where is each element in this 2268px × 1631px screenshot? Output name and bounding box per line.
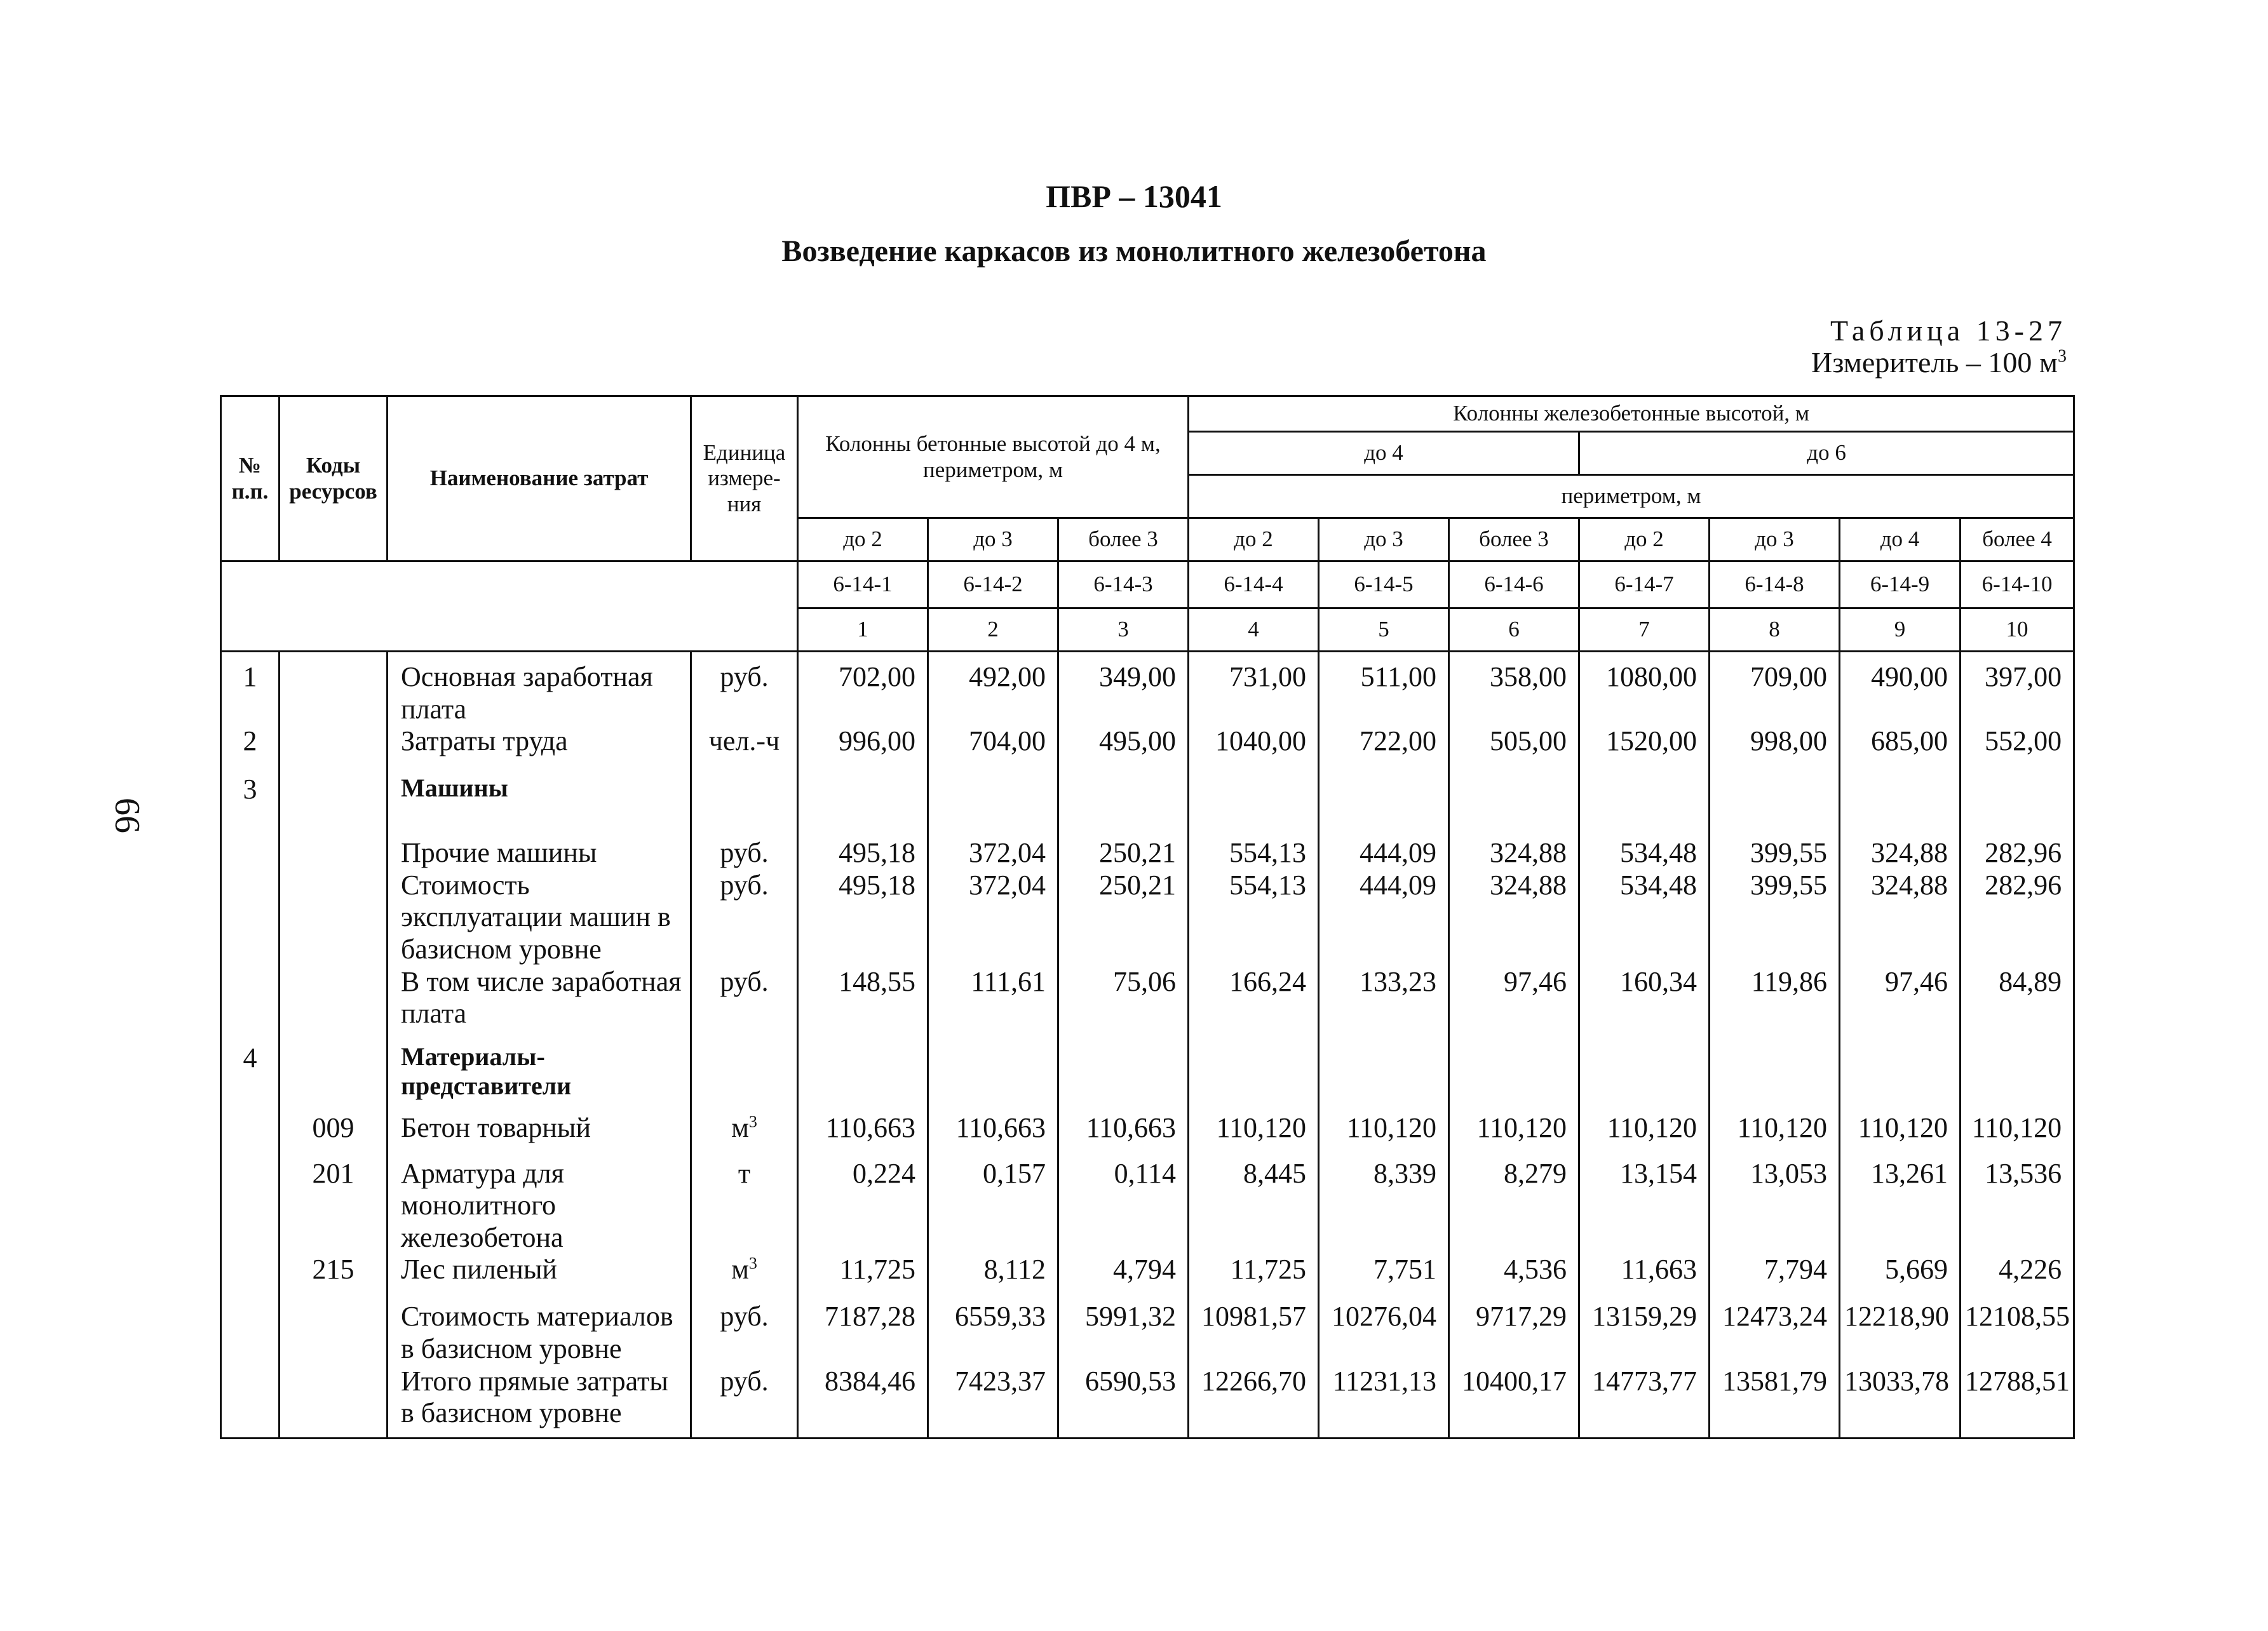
value-cell: [1961, 1042, 2074, 1112]
table-label: Таблица 13-27: [1830, 314, 2067, 347]
row-number: [221, 1366, 280, 1439]
value-cell: 13,053: [1710, 1158, 1840, 1254]
row-number: 3: [221, 774, 280, 837]
unit-exponent: 3: [748, 1111, 757, 1131]
table-row: [221, 1158, 2074, 1254]
table-row: [221, 725, 2074, 774]
cost-name: Основная заработная плата: [388, 652, 691, 726]
cost-name: Стоимость эксплуатации машин в базисном уровне: [388, 869, 691, 966]
value-cell: 250,21: [1058, 837, 1189, 869]
table-row: [221, 1301, 2074, 1365]
table-row: [221, 1366, 2074, 1439]
value-cell: 110,663: [928, 1112, 1058, 1158]
header-perimeter-value: до 3: [1319, 518, 1449, 561]
header-perimeter-value: до 2: [1189, 518, 1319, 561]
value-cell: 148,55: [798, 966, 928, 1042]
value-cell: 490,00: [1840, 652, 1961, 726]
row-number: [221, 837, 280, 869]
value-cell: 7,794: [1710, 1254, 1840, 1301]
value-cell: 534,48: [1579, 869, 1710, 966]
value-cell: 399,55: [1710, 837, 1840, 869]
cost-name: Прочие машины: [388, 837, 691, 869]
cost-name: Затраты труда: [388, 725, 691, 774]
value-cell: 282,96: [1961, 837, 2074, 869]
header-rate-code: 6-14-2: [928, 561, 1058, 608]
value-cell: 84,89: [1961, 966, 2074, 1042]
value-cell: 11231,13: [1319, 1366, 1449, 1439]
resource-code: [280, 869, 388, 966]
header-column-index: 1: [798, 608, 928, 652]
header-number: № п.п.: [221, 396, 280, 561]
value-cell: 97,46: [1840, 966, 1961, 1042]
page-number: 66: [107, 798, 147, 833]
header-codes: Коды ресурсов: [280, 396, 388, 561]
unit-cell: [691, 1366, 798, 1439]
resource-code: 201: [280, 1158, 388, 1254]
unit-text: руб.: [720, 965, 769, 997]
value-cell: 1520,00: [1579, 725, 1710, 774]
value-cell: [1189, 774, 1319, 837]
value-cell: 11,725: [798, 1254, 928, 1301]
value-cell: 166,24: [1189, 966, 1319, 1042]
unit-text: м: [731, 1254, 749, 1285]
value-cell: 1040,00: [1189, 725, 1319, 774]
value-cell: 8,339: [1319, 1158, 1449, 1254]
value-cell: [1319, 774, 1449, 837]
value-cell: 13581,79: [1710, 1366, 1840, 1439]
unit-cell: [691, 1042, 798, 1112]
resource-code: [280, 1042, 388, 1112]
value-cell: 282,96: [1961, 869, 2074, 966]
unit-cell: [691, 1301, 798, 1365]
value-cell: 8384,46: [798, 1366, 928, 1439]
header-rc-columns: Колонны железобетонные высотой, м: [1189, 396, 2074, 432]
value-cell: 0,224: [798, 1158, 928, 1254]
value-cell: 119,86: [1710, 966, 1840, 1042]
value-cell: 11,663: [1579, 1254, 1710, 1301]
header-rate-code: 6-14-6: [1449, 561, 1579, 608]
resource-code: 009: [280, 1112, 388, 1158]
header-unit: Единица измере-ния: [691, 396, 798, 561]
value-cell: [1058, 1042, 1189, 1112]
value-cell: 372,04: [928, 869, 1058, 966]
header-spacer: [221, 608, 798, 652]
value-cell: [1710, 774, 1840, 837]
table-row: [221, 1112, 2074, 1158]
value-cell: 324,88: [1840, 837, 1961, 869]
value-cell: 324,88: [1840, 869, 1961, 966]
table-body: [221, 652, 2074, 1439]
value-cell: 12218,90: [1840, 1301, 1961, 1365]
header-concrete-columns: Колонны бетонные высотой до 4 м, периметром, м: [798, 396, 1189, 518]
value-cell: 110,120: [1319, 1112, 1449, 1158]
header-height-to4: до 4: [1189, 432, 1579, 475]
value-cell: 10981,57: [1189, 1301, 1319, 1365]
value-cell: 349,00: [1058, 652, 1189, 726]
value-cell: 110,120: [1840, 1112, 1961, 1158]
value-cell: 6590,53: [1058, 1366, 1189, 1439]
header-perimeter-value: до 2: [798, 518, 928, 561]
header-column-index: 5: [1319, 608, 1449, 652]
unit-text: руб.: [720, 1301, 769, 1332]
value-cell: 372,04: [928, 837, 1058, 869]
value-cell: [1579, 1042, 1710, 1112]
value-cell: 8,279: [1449, 1158, 1579, 1254]
cost-name: Арматура для монолитного железобетона: [388, 1158, 691, 1254]
value-cell: 5,669: [1840, 1254, 1961, 1301]
header-rate-code: 6-14-7: [1579, 561, 1710, 608]
value-cell: 554,13: [1189, 869, 1319, 966]
value-cell: 358,00: [1449, 652, 1579, 726]
row-number: [221, 1112, 280, 1158]
header-column-index: 10: [1961, 608, 2074, 652]
header-perimeter-value: более 4: [1961, 518, 2074, 561]
row-number: [221, 966, 280, 1042]
unit-text: руб.: [720, 837, 769, 869]
header-rate-code: 6-14-5: [1319, 561, 1449, 608]
measure-exponent: 3: [2058, 346, 2067, 366]
cost-name: Лес пиленый: [388, 1254, 691, 1301]
table-row: [221, 1254, 2074, 1301]
document-title: ПВР – 13041: [1046, 178, 1222, 214]
value-cell: 250,21: [1058, 869, 1189, 966]
header-rate-code: 6-14-1: [798, 561, 928, 608]
header-perimeter-value: более 3: [1058, 518, 1189, 561]
header-height-to6: до 6: [1579, 432, 2074, 475]
value-cell: 160,34: [1579, 966, 1710, 1042]
value-cell: 444,09: [1319, 869, 1449, 966]
row-number: 1: [221, 652, 280, 726]
header-perimeter-value: более 3: [1449, 518, 1579, 561]
value-cell: 324,88: [1449, 837, 1579, 869]
unit-cell: [691, 1254, 798, 1301]
value-cell: 534,48: [1579, 837, 1710, 869]
measure-text: Измеритель – 100 м: [1811, 346, 2058, 379]
norms-table: [220, 395, 2075, 1439]
unit-cell: [691, 1158, 798, 1254]
unit-text: руб.: [720, 1365, 769, 1397]
table-row: [221, 652, 2074, 726]
value-cell: 75,06: [1058, 966, 1189, 1042]
value-cell: [1579, 774, 1710, 837]
value-cell: [1189, 1042, 1319, 1112]
unit-cell: [691, 966, 798, 1042]
header-rate-code: 6-14-10: [1961, 561, 2074, 608]
value-cell: [1058, 774, 1189, 837]
row-number: 4: [221, 1042, 280, 1112]
header-perimeter-value: до 2: [1579, 518, 1710, 561]
cost-name: Бетон товарный: [388, 1112, 691, 1158]
value-cell: 110,663: [1058, 1112, 1189, 1158]
cost-name: В том числе заработная плата: [388, 966, 691, 1042]
value-cell: [1449, 774, 1579, 837]
value-cell: [1710, 1042, 1840, 1112]
unit-text: т: [738, 1157, 751, 1189]
value-cell: 685,00: [1840, 725, 1961, 774]
header-rate-code: 6-14-8: [1710, 561, 1840, 608]
value-cell: 12473,24: [1710, 1301, 1840, 1365]
cost-name: Итого прямые затраты в базисном уровне: [388, 1366, 691, 1439]
value-cell: 704,00: [928, 725, 1058, 774]
value-cell: [1319, 1042, 1449, 1112]
value-cell: [928, 1042, 1058, 1112]
row-number: 2: [221, 725, 280, 774]
value-cell: 13,154: [1579, 1158, 1710, 1254]
value-cell: 6559,33: [928, 1301, 1058, 1365]
resource-code: [280, 966, 388, 1042]
value-cell: 0,157: [928, 1158, 1058, 1254]
value-cell: 14773,77: [1579, 1366, 1710, 1439]
unit-cell: [691, 652, 798, 726]
value-cell: 13033,78: [1840, 1366, 1961, 1439]
header-column-index: 3: [1058, 608, 1189, 652]
value-cell: [1449, 1042, 1579, 1112]
value-cell: 324,88: [1449, 869, 1579, 966]
resource-code: 215: [280, 1254, 388, 1301]
value-cell: 110,120: [1189, 1112, 1319, 1158]
value-cell: 13159,29: [1579, 1301, 1710, 1365]
value-cell: 702,00: [798, 652, 928, 726]
value-cell: [798, 774, 928, 837]
value-cell: [1961, 774, 2074, 837]
value-cell: 133,23: [1319, 966, 1449, 1042]
value-cell: [798, 1042, 928, 1112]
table-row: [221, 774, 2074, 837]
value-cell: 10400,17: [1449, 1366, 1579, 1439]
unit-cell: [691, 1112, 798, 1158]
table-row: [221, 869, 2074, 966]
value-cell: 495,00: [1058, 725, 1189, 774]
value-cell: 111,61: [928, 966, 1058, 1042]
row-number: [221, 1301, 280, 1365]
value-cell: 554,13: [1189, 837, 1319, 869]
value-cell: 13,536: [1961, 1158, 2074, 1254]
value-cell: 505,00: [1449, 725, 1579, 774]
unit-cell: [691, 774, 798, 837]
value-cell: 7423,37: [928, 1366, 1058, 1439]
value-cell: 731,00: [1189, 652, 1319, 726]
row-number: [221, 869, 280, 966]
unit-text: руб.: [720, 869, 769, 901]
resource-code: [280, 725, 388, 774]
value-cell: 12266,70: [1189, 1366, 1319, 1439]
value-cell: 7187,28: [798, 1301, 928, 1365]
header-rate-code: 6-14-4: [1189, 561, 1319, 608]
table-row: [221, 1042, 2074, 1112]
value-cell: 10276,04: [1319, 1301, 1449, 1365]
header-column-index: 8: [1710, 608, 1840, 652]
value-cell: 8,112: [928, 1254, 1058, 1301]
unit-cell: [691, 837, 798, 869]
unit-exponent: 3: [748, 1254, 757, 1273]
header-perimeter-value: до 4: [1840, 518, 1961, 561]
header-column-index: 7: [1579, 608, 1710, 652]
header-perimeter-value: до 3: [1710, 518, 1840, 561]
value-cell: 492,00: [928, 652, 1058, 726]
value-cell: 8,445: [1189, 1158, 1319, 1254]
header-spacer: [221, 561, 798, 608]
resource-code: [280, 837, 388, 869]
header-column-index: 6: [1449, 608, 1579, 652]
value-cell: 4,536: [1449, 1254, 1579, 1301]
resource-code: [280, 1301, 388, 1365]
header-column-index: 9: [1840, 608, 1961, 652]
value-cell: [1840, 774, 1961, 837]
value-cell: 12108,55: [1961, 1301, 2074, 1365]
resource-code: [280, 1366, 388, 1439]
value-cell: 495,18: [798, 837, 928, 869]
row-number: [221, 1158, 280, 1254]
value-cell: 722,00: [1319, 725, 1449, 774]
value-cell: 7,751: [1319, 1254, 1449, 1301]
header-column-index: 4: [1189, 608, 1319, 652]
value-cell: [1840, 1042, 1961, 1112]
section-heading: Материалы-представители: [388, 1042, 691, 1112]
table-row: [221, 837, 2074, 869]
value-cell: 4,794: [1058, 1254, 1189, 1301]
value-cell: 110,120: [1710, 1112, 1840, 1158]
unit-text: руб.: [720, 661, 769, 692]
value-cell: 4,226: [1961, 1254, 2074, 1301]
header-rate-code: 6-14-9: [1840, 561, 1961, 608]
value-cell: 998,00: [1710, 725, 1840, 774]
section-heading: Машины: [388, 774, 691, 837]
unit-cell: [691, 869, 798, 966]
value-cell: 552,00: [1961, 725, 2074, 774]
cost-name: Стоимость материалов в базисном уровне: [388, 1301, 691, 1365]
value-cell: 110,120: [1961, 1112, 2074, 1158]
resource-code: [280, 652, 388, 726]
unit-text: чел.-ч: [708, 725, 780, 757]
value-cell: 996,00: [798, 725, 928, 774]
value-cell: 444,09: [1319, 837, 1449, 869]
value-cell: 13,261: [1840, 1158, 1961, 1254]
value-cell: 709,00: [1710, 652, 1840, 726]
row-number: [221, 1254, 280, 1301]
unit-cell: [691, 725, 798, 774]
value-cell: 0,114: [1058, 1158, 1189, 1254]
document-subtitle: Возведение каркасов из монолитного железобетона: [781, 234, 1487, 268]
value-cell: 110,663: [798, 1112, 928, 1158]
value-cell: 5991,32: [1058, 1301, 1189, 1365]
value-cell: 97,46: [1449, 966, 1579, 1042]
value-cell: 397,00: [1961, 652, 2074, 726]
value-cell: 511,00: [1319, 652, 1449, 726]
value-cell: 110,120: [1449, 1112, 1579, 1158]
value-cell: 495,18: [798, 869, 928, 966]
header-rate-code: 6-14-3: [1058, 561, 1189, 608]
value-cell: 110,120: [1579, 1112, 1710, 1158]
table-header: [221, 396, 2074, 652]
value-cell: 9717,29: [1449, 1301, 1579, 1365]
header-perimeter-value: до 3: [928, 518, 1058, 561]
value-cell: 11,725: [1189, 1254, 1319, 1301]
table-row: [221, 966, 2074, 1042]
header-perimeter: периметром, м: [1189, 475, 2074, 518]
value-cell: 399,55: [1710, 869, 1840, 966]
unit-text: м: [731, 1111, 749, 1143]
resource-code: [280, 774, 388, 837]
header-column-index: 2: [928, 608, 1058, 652]
value-cell: [928, 774, 1058, 837]
value-cell: 1080,00: [1579, 652, 1710, 726]
value-cell: 12788,51: [1961, 1366, 2074, 1439]
header-name: Наименование затрат: [388, 396, 691, 561]
table-measure: [1811, 346, 2067, 379]
